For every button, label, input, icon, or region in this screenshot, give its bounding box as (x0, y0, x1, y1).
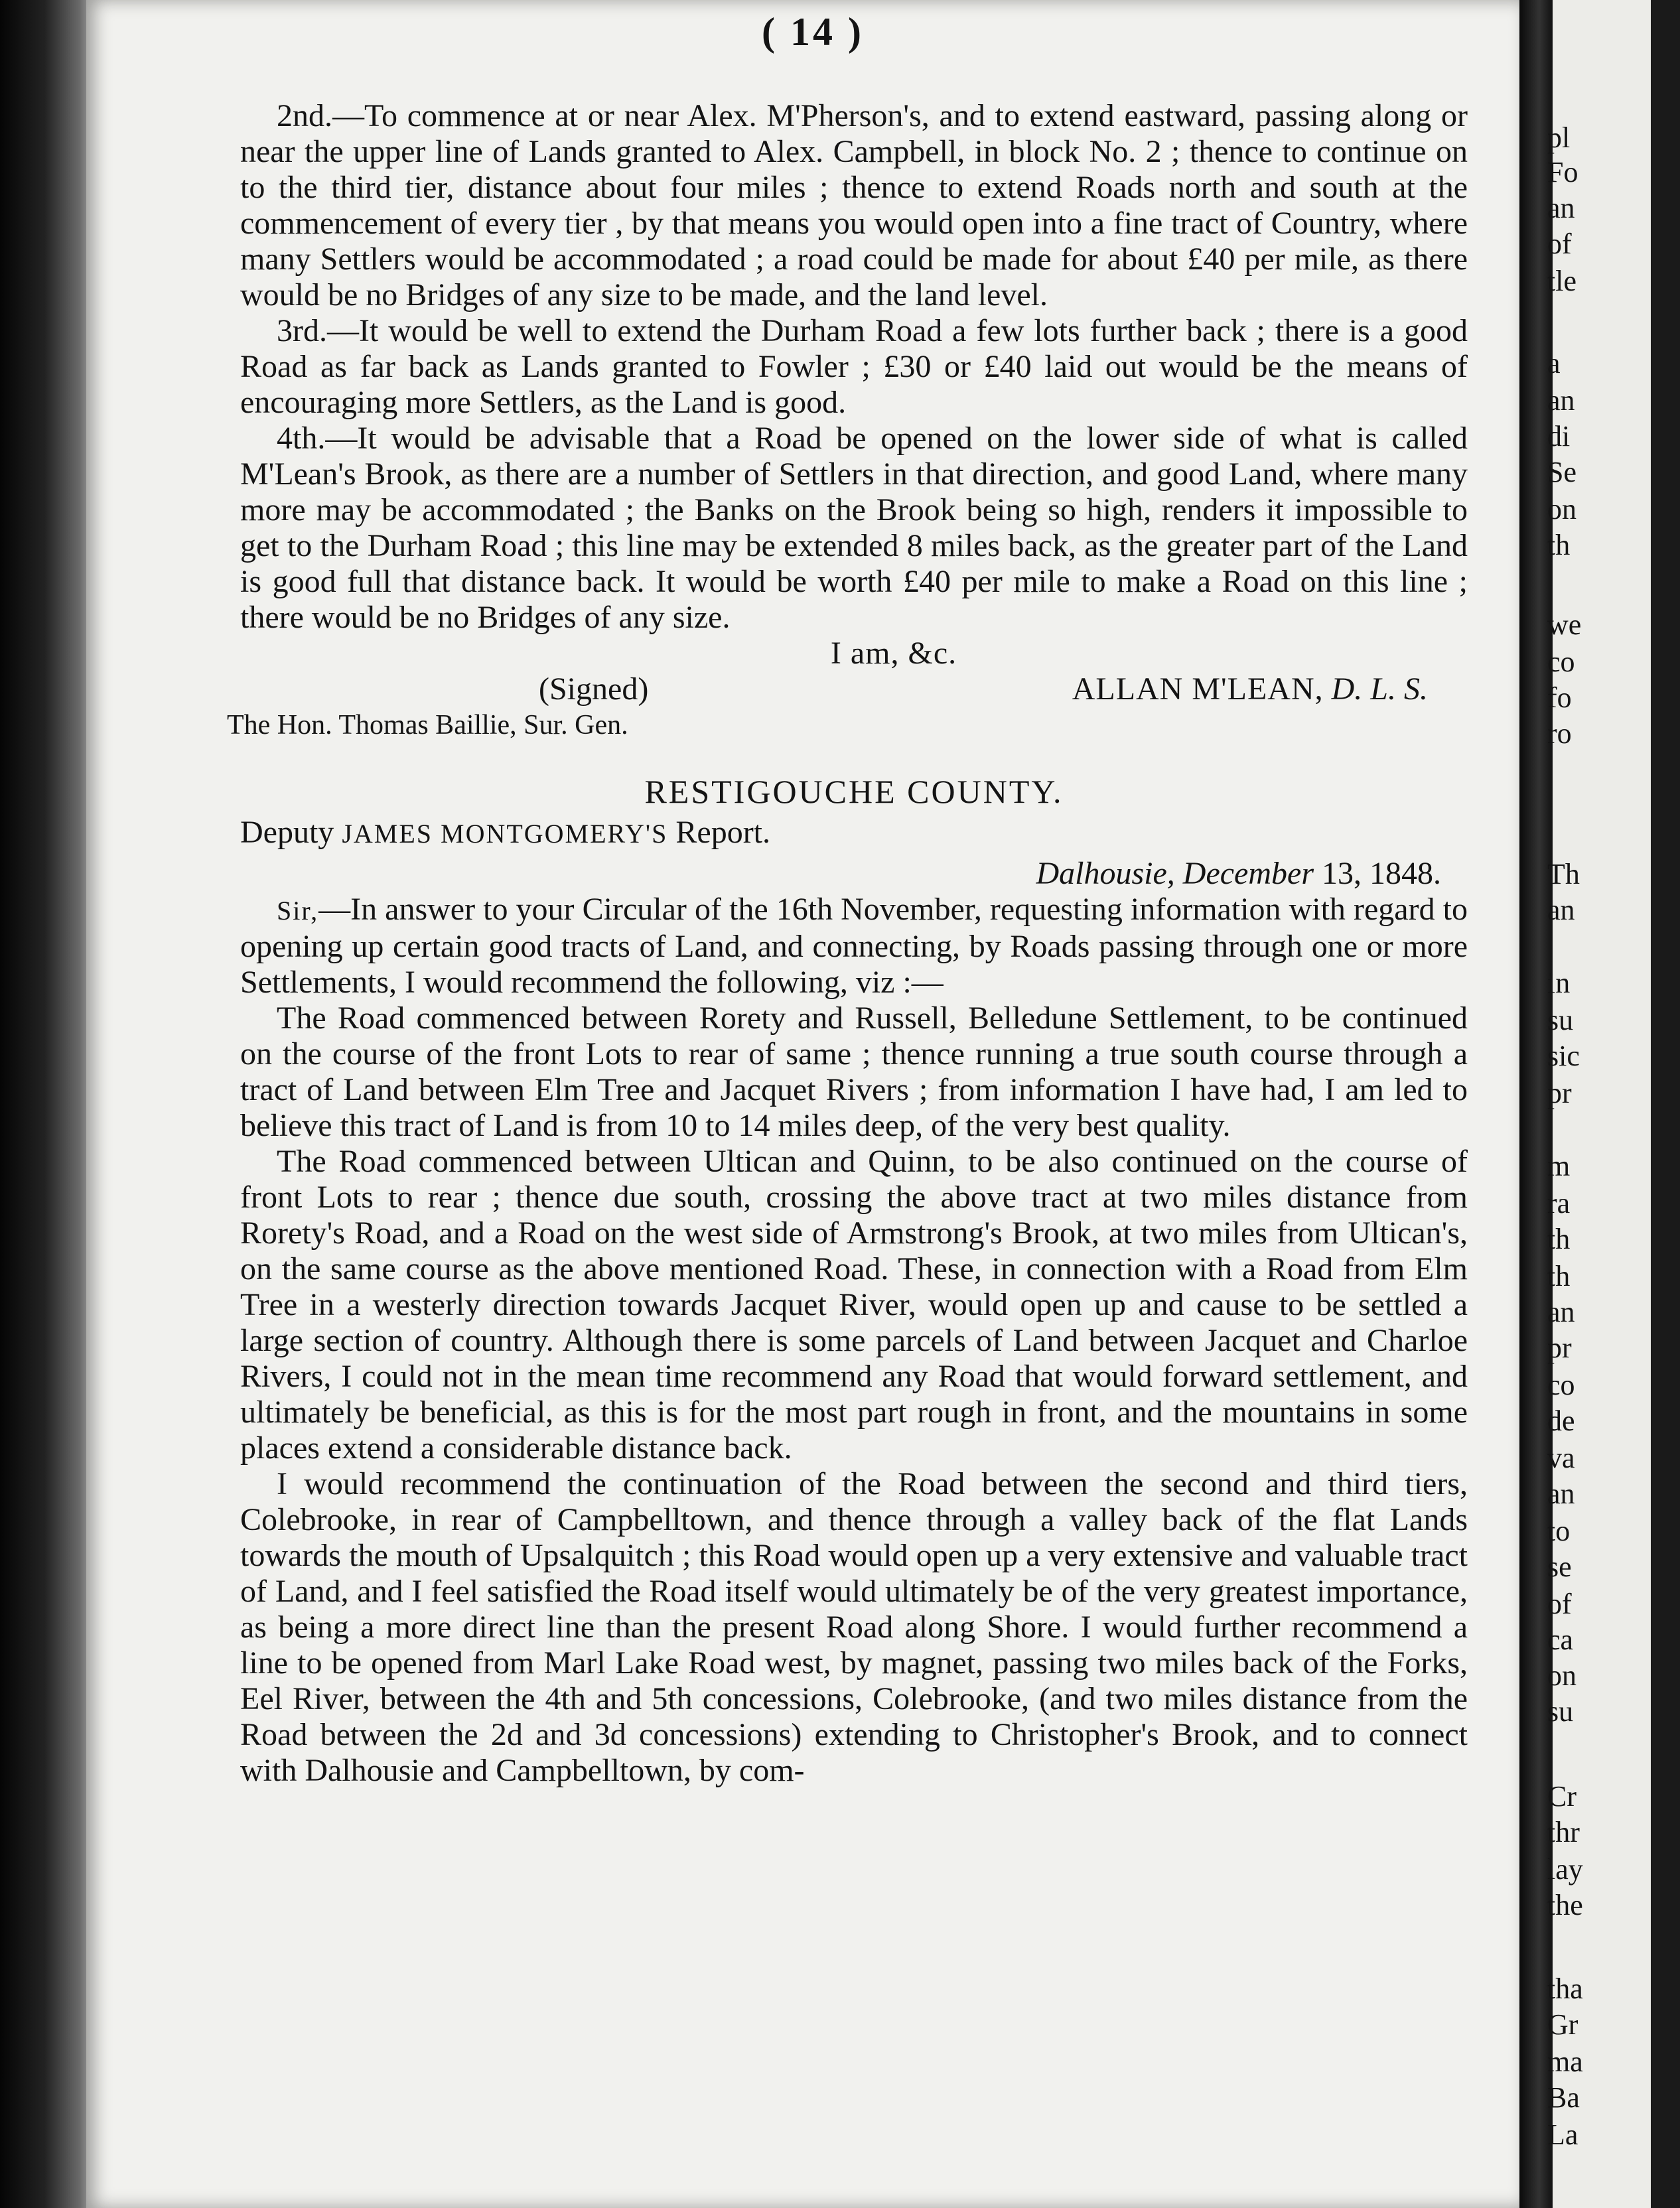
right-page-line-fragment: Se (1547, 456, 1576, 488)
right-page-line-fragment: on (1547, 1659, 1576, 1692)
right-page-line-fragment: lay (1547, 1853, 1583, 1886)
paragraph-3rd: 3rd.—It would be well to extend the Durham Road a few lots further back ; there is a good Road as far back as Lands granted to Fowler ; £30 or £40 laid out would be the means of encouraging more Settlers, as the Land is good. (240, 313, 1468, 420)
signer-title: D. L. S. (1331, 671, 1428, 707)
dateline-date: 13, 1848. (1322, 856, 1441, 891)
signature-line (240, 671, 1468, 707)
right-page-line-fragment: an (1547, 384, 1575, 417)
signed-label: (Signed) (539, 671, 649, 707)
right-page-line-fragment: ra (1547, 1187, 1571, 1219)
paragraph-2nd: 2nd.—To commence at or near Alex. M'Pherson's, and to extend eastward, passing along or near the upper line of Lands granted to Alex. Campbell, in block No. 2 ; thence to continue on to the third tier, distance about four miles ; thence to extend Roads north and south at the commencement of every tier , by that means you would open into a fine tract of Country, where many Settlers would be accommodated ; a road could be made for about £40 per mile, as there would be no Bridges of any size to be made, and the land level. (240, 98, 1468, 312)
right-page-line-fragment: sic (1547, 1040, 1580, 1072)
right-page-line-fragment: of (1547, 228, 1572, 260)
paragraph-road-3: I would recommend the continuation of the Road between the second and third tiers, Colebrooke, in rear of Campbelltown, and thence through a valley back of the flat Lands towards the mouth of Upsalquitch ; this Road would open up a very extensive and valuable tract of Land, and I feel satisfied the Road itself would ultimately be of the very greatest importance, as being a more direct line than the present Road along Shore. I would further recommend a line to be opened from Marl Lake Road west, by magnet, passing two miles back of the Forks, Eel River, between the 4th and 5th concessions, Colebrooke, (and two miles distance from the Road between the 2d and 3d concessions) extending to Christopher's Brook, and to connect with Dalhousie and Campbelltown, by com- (240, 1466, 1468, 1788)
right-page-line-fragment: pr (1547, 1077, 1572, 1109)
right-page-line-fragment: Th (1547, 858, 1580, 890)
paragraph-sir (240, 892, 1468, 1000)
salutation: Sir, (277, 896, 319, 926)
right-page-line-fragment: an (1547, 192, 1575, 224)
right-page-line-fragment: th (1547, 1260, 1571, 1292)
right-page-line-fragment: an (1547, 894, 1575, 926)
right-page-line-fragment: the (1547, 1889, 1583, 1921)
right-page-line-fragment: Cr (1547, 1780, 1576, 1813)
paragraph-4th: 4th.—It would be advisable that a Road be opened on the lower side of what is called M'Lean's Brook, as there are a number of Settlers in that direction, and good Land, where many more may be accommodated ; the Banks on the Brook being so high, renders it impossible to get to the Durham Road ; this line may be extended 8 miles back, as the greater part of the Land is good full that distance back. It would be worth £40 per mile to make a Road on this line ; there would be no Bridges of any size. (240, 421, 1468, 635)
right-page-line-fragment: di (1547, 420, 1571, 452)
county-heading: RESTIGOUCHE COUNTY. (644, 773, 1064, 810)
right-page-line-fragment: thr (1547, 1816, 1580, 1848)
right-page-line-fragment: pr (1547, 1332, 1572, 1364)
right-page-line-fragment: va (1547, 1442, 1575, 1474)
right-page-line-fragment: an (1547, 1478, 1575, 1510)
right-page-line-fragment: se (1547, 1551, 1572, 1583)
right-page-line-fragment: a (1547, 347, 1561, 380)
body-text (227, 98, 1468, 1789)
right-page-line-fragment: in (1547, 967, 1571, 999)
paragraph-sir-text: —In answer to your Circular of the 16th November, requesting information with regard to opening up certain good tracts of Land, and connecting, by Roads passing through one or more Settlements, I would recommend the following, viz :— (240, 892, 1468, 1000)
report-prefix: Deputy (240, 815, 334, 850)
right-page-line-fragment: pl (1547, 121, 1571, 154)
paragraph-road-1: The Road commenced between Rorety and Russell, Belledune Settlement, to be continued on the course of the front Lots to rear of same ; thence running a true south course through a tract of Land between Elm Tree and Jacquet Rivers ; from information I have had, I am led to believe this tract of Land is from 10 to 14 miles deep, of the very best quality. (240, 1000, 1468, 1143)
right-page-line-fragment: to (1547, 1515, 1571, 1547)
right-page-line-fragment: of (1547, 1588, 1572, 1620)
right-page-line-fragment: co (1547, 646, 1575, 678)
right-page-line-fragment: ro (1547, 717, 1572, 750)
right-page-line-fragment: tha (1547, 1972, 1583, 2005)
right-page-line-fragment: th (1547, 529, 1571, 561)
right-page-line-fragment: Gr (1547, 2008, 1578, 2041)
dateline (240, 856, 1468, 892)
right-page-line-fragment: Fo (1547, 156, 1578, 188)
right-page-line-fragment: tle (1547, 265, 1576, 297)
dateline-place: Dalhousie, December (1036, 856, 1314, 891)
right-page-line-fragment: su (1547, 1004, 1574, 1036)
right-page-line-fragment: ma (1547, 2045, 1583, 2078)
paragraph-road-2: The Road commenced between Ultican and Quinn, to be also continued on the course of front Lots to rear ; thence due south, crossing the above tract at two miles distance from Rorety's Road, and a Road on the west side of Armstrong's Brook, at two miles from Ultican's, on the same course as the above mentioned Road. These, in connection with a Road from Elm Tree in a westerly direction towards Jacquet River, would open up and cause to be settled a large section of country. Although there is some parcels of Land between Jacquet and Charloe Rivers, I could not in the mean time recommend any Road that would forward settlement, and ultimately be beneficial, as this is for the most part rough in front, and the mountains in some places extend a considerable distance back. (240, 1144, 1468, 1466)
right-page-line-fragment: ca (1547, 1623, 1574, 1656)
page-number: ( 14 ) (762, 10, 864, 54)
right-page-line-fragment: we (1547, 608, 1582, 641)
right-page-line-fragment: an (1547, 1296, 1575, 1328)
right-page-line-fragment: co (1547, 1369, 1575, 1401)
right-page-line-fragment: m (1547, 1150, 1571, 1182)
right-page-fragment (1547, 0, 1651, 2208)
right-page-line-fragment: de (1547, 1405, 1575, 1437)
right-page-line-fragment: on (1547, 493, 1576, 525)
report-title (240, 815, 1468, 852)
right-page-line-fragment: su (1547, 1695, 1574, 1728)
report-name: JAMES MONTGOMERY'S (342, 819, 668, 849)
right-page-line-fragment: Ba (1547, 2081, 1580, 2114)
signer-name: ALLAN M'LEAN, (1072, 671, 1324, 707)
right-page-line-fragment: th (1547, 1223, 1571, 1255)
closing-i-am: I am, &c. (830, 636, 957, 671)
report-suffix: Report. (675, 815, 771, 850)
addressee: The Hon. Thomas Baillie, Sur. Gen. (227, 710, 628, 740)
right-page-line-fragment: fo (1547, 681, 1572, 714)
left-page (86, 0, 1519, 2208)
book-binding-shadow (0, 0, 100, 2208)
right-page-line-fragment: La (1547, 2118, 1578, 2151)
